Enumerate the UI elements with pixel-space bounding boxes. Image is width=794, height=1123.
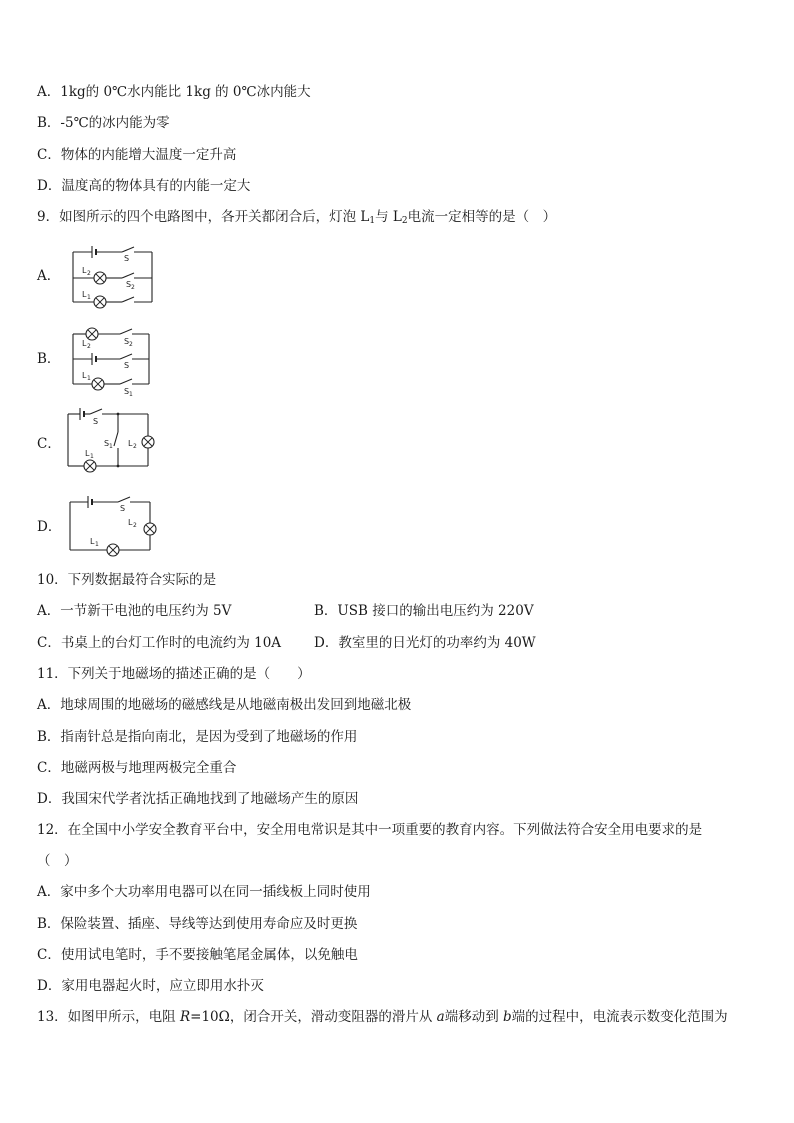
q10-option-b: B．USB 接口的输出电压约为 220V	[314, 603, 534, 619]
q8-option-d: D．温度高的物体具有的内能一定大	[37, 178, 251, 194]
svg-text:2: 2	[131, 284, 135, 291]
svg-text:1: 1	[129, 391, 133, 398]
svg-text:S: S	[93, 417, 99, 426]
q10-option-d: D．教室里的日光灯的功率约为 40W	[314, 635, 536, 651]
q12-stem: 12．在全国中小学安全教育平台中，安全用电常识是其中一项重要的教育内容。下列做法符合安全用电要求的是	[37, 822, 703, 838]
label-l2: L	[82, 266, 87, 275]
q8-option-c: C．物体的内能增大温度一定升高	[37, 147, 237, 163]
q8-option-b: B．-5℃的冰内能为零	[37, 115, 170, 131]
q8-option-a: A．1kg的 0℃水内能比 1kg 的 0℃冰内能大	[37, 84, 311, 100]
q13-stem: 13．如图甲所示，电阻 R=10Ω，闭合开关，滑动变阻器的滑片从 a端移动到 b端的过程中，电流表示数变化范围为	[37, 1009, 728, 1025]
q11-stem: 11．下列关于地磁场的描述正确的是（ ）	[37, 666, 311, 682]
q11-option-c: C．地磁两极与地理两极完全重合	[37, 760, 237, 776]
svg-text:1: 1	[87, 375, 91, 382]
q9-stem: 9．如图所示的四个电路图中，各开关都闭合后，灯泡 $L_1$与 $L_2$电流一定相等的是（ ）	[37, 209, 557, 226]
svg-text:1: 1	[87, 294, 91, 301]
q11-option-d: D．我国宋代学者沈括正确地找到了地磁场产生的原因	[37, 791, 359, 807]
svg-text:2: 2	[129, 341, 133, 348]
svg-text:L: L	[90, 537, 95, 546]
svg-text:L: L	[85, 449, 90, 458]
svg-text:1: 1	[109, 443, 113, 450]
q12-stem-continued: （ ）	[37, 853, 78, 869]
svg-text:L: L	[128, 518, 133, 527]
q12-option-a: A．家中多个大功率用电器可以在同一插线板上同时使用	[37, 884, 371, 900]
svg-text:S: S	[124, 361, 130, 370]
svg-text:L: L	[82, 371, 87, 380]
q9-circuit-b	[60, 322, 160, 398]
label-l1: L	[82, 290, 87, 299]
q11-option-b: B．指南针总是指向南北，是因为受到了地磁场的作用	[37, 729, 358, 745]
q12-option-d: D．家用电器起火时，应立即用水扑灭	[37, 978, 264, 994]
q9-option-a-label: A．	[37, 268, 61, 284]
svg-text:2: 2	[133, 443, 137, 450]
svg-text:S: S	[120, 504, 126, 513]
q10-option-c: C．书桌上的台灯工作时的电流约为 10A	[37, 635, 282, 651]
q9-option-c-label: C．	[37, 436, 61, 452]
q9-circuit-d	[60, 490, 160, 556]
svg-text:2: 2	[87, 270, 91, 277]
svg-text:1: 1	[90, 453, 94, 460]
q12-option-b: B．保险装置、插座、导线等达到使用寿命应及时更换	[37, 916, 358, 932]
q9-option-d-label: D．	[37, 519, 62, 535]
q11-option-a: A．地球周围的地磁场的磁感线是从地磁南极出发回到地磁北极	[37, 697, 412, 713]
svg-text:S: S	[124, 387, 130, 396]
svg-text:S: S	[104, 439, 110, 448]
q12-option-c: C．使用试电笔时，手不要接触笔尾金属体，以免触电	[37, 947, 358, 963]
svg-text:L: L	[128, 439, 133, 448]
svg-text:S: S	[126, 280, 132, 289]
q10-stem: 10．下列数据最符合实际的是	[37, 572, 217, 588]
q9-circuit-c	[60, 404, 160, 474]
svg-text:2: 2	[133, 522, 137, 529]
svg-text:L: L	[82, 339, 87, 348]
svg-text:1: 1	[95, 541, 99, 548]
q9-circuit-a	[60, 240, 160, 312]
q9-option-b-label: B．	[37, 351, 61, 367]
svg-text:2: 2	[87, 343, 91, 350]
svg-text:S: S	[124, 337, 130, 346]
q10-option-a: A．一节新干电池的电压约为 5V	[37, 603, 232, 619]
label-s: S	[124, 254, 130, 263]
